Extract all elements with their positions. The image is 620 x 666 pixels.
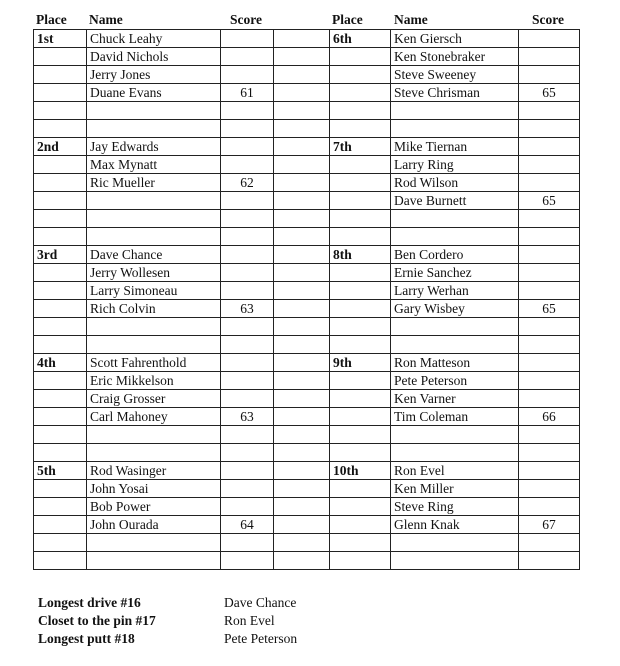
place-cell [330,480,391,498]
blank-cell [274,300,330,318]
blank-cell [274,552,330,570]
score-cell [519,534,580,552]
table-row [34,282,580,300]
place-cell [34,300,87,318]
table-row [34,444,580,462]
name-cell [391,444,519,462]
name-cell: Jerry Wollesen [87,264,221,282]
place-cell [34,372,87,390]
table-row [34,156,580,174]
name-cell [391,228,519,246]
name-cell [87,102,221,120]
blank-cell [274,336,330,354]
name-cell: Ric Mueller [87,174,221,192]
name-cell [391,336,519,354]
score-cell [519,282,580,300]
name-cell [391,210,519,228]
results-table [33,29,580,570]
score-cell [221,498,274,516]
place-cell [34,102,87,120]
blank-cell [274,84,330,102]
place-cell [34,408,87,426]
name-cell: Larry Simoneau [87,282,221,300]
score-cell [221,534,274,552]
blank-cell [274,462,330,480]
score-cell [519,462,580,480]
table-row [34,246,580,264]
score-cell [519,372,580,390]
table-row [34,462,580,480]
name-cell [391,426,519,444]
table-row [34,426,580,444]
name-cell: Jerry Jones [87,66,221,84]
name-cell: Steve Sweeney [391,66,519,84]
place-cell [34,318,87,336]
blank-cell [274,120,330,138]
name-cell: Mike Tiernan [391,138,519,156]
place-cell [330,120,391,138]
table-row [34,480,580,498]
score-cell [519,444,580,462]
blank-cell [274,498,330,516]
place-cell [330,66,391,84]
score-cell: 66 [519,408,580,426]
header-place-right: Place [332,12,363,27]
score-cell [519,66,580,84]
name-cell [391,534,519,552]
place-cell [34,282,87,300]
blank-cell [274,354,330,372]
score-cell: 65 [519,300,580,318]
place-cell [34,84,87,102]
name-cell [87,426,221,444]
score-cell: 61 [221,84,274,102]
place-cell [330,84,391,102]
place-cell [34,66,87,84]
name-cell [87,336,221,354]
place-cell [34,48,87,66]
score-cell [519,48,580,66]
place-cell [330,192,391,210]
award-winner: Dave Chance [224,595,297,610]
score-cell [221,192,274,210]
name-cell: Ernie Sanchez [391,264,519,282]
place-cell [34,192,87,210]
score-cell [519,336,580,354]
place-cell [330,372,391,390]
table-row [34,192,580,210]
award-row [38,612,297,630]
blank-cell [274,48,330,66]
place-cell [34,552,87,570]
score-cell [221,246,274,264]
place-cell [34,210,87,228]
name-cell: Rich Colvin [87,300,221,318]
blank-cell [274,102,330,120]
award-label: Longest putt #18 [38,631,135,646]
table-row [34,534,580,552]
blank-cell [274,138,330,156]
name-cell [391,318,519,336]
place-cell [330,516,391,534]
table-row [34,336,580,354]
table-row [34,210,580,228]
place-cell: 1st [34,30,87,48]
place-cell [34,264,87,282]
place-cell [330,156,391,174]
score-cell: 63 [221,408,274,426]
score-cell [519,30,580,48]
table-row [34,552,580,570]
place-cell: 5th [34,462,87,480]
name-cell [391,102,519,120]
score-cell [519,354,580,372]
score-cell: 64 [221,516,274,534]
blank-cell [274,426,330,444]
name-cell: Ken Giersch [391,30,519,48]
name-cell [87,192,221,210]
score-cell [221,264,274,282]
score-cell [519,480,580,498]
award-row [38,594,297,612]
place-cell: 3rd [34,246,87,264]
score-cell: 65 [519,192,580,210]
place-cell [34,228,87,246]
place-cell [34,516,87,534]
score-cell [519,246,580,264]
score-cell [519,156,580,174]
place-cell: 4th [34,354,87,372]
name-cell: Steve Chrisman [391,84,519,102]
table-row [34,48,580,66]
place-cell [330,102,391,120]
place-cell: 7th [330,138,391,156]
table-row [34,84,580,102]
header-score-left: Score [230,12,262,27]
blank-cell [274,390,330,408]
score-cell [221,462,274,480]
blank-cell [274,156,330,174]
table-row [34,498,580,516]
name-cell [87,318,221,336]
awards-section [38,594,297,648]
place-cell [34,426,87,444]
name-cell [87,552,221,570]
score-cell [221,552,274,570]
header-name-left: Name [89,12,123,27]
header-place-left: Place [36,12,67,27]
blank-cell [274,210,330,228]
blank-cell [274,192,330,210]
blank-cell [274,534,330,552]
name-cell: Duane Evans [87,84,221,102]
score-cell [519,138,580,156]
name-cell [87,534,221,552]
award-winner: Pete Peterson [224,631,298,646]
name-cell: Pete Peterson [391,372,519,390]
score-cell [519,264,580,282]
score-cell [519,390,580,408]
name-cell: Larry Werhan [391,282,519,300]
place-cell [330,534,391,552]
score-cell [221,228,274,246]
name-cell: Tim Coleman [391,408,519,426]
score-cell: 63 [221,300,274,318]
name-cell: Chuck Leahy [87,30,221,48]
score-cell [221,66,274,84]
place-cell [330,408,391,426]
place-cell [34,174,87,192]
table-row [34,372,580,390]
table-row [34,264,580,282]
name-cell: David Nichols [87,48,221,66]
name-cell: Craig Grosser [87,390,221,408]
score-cell [519,102,580,120]
score-cell [519,498,580,516]
table-row [34,138,580,156]
place-cell [330,300,391,318]
name-cell [391,552,519,570]
place-cell [34,498,87,516]
place-cell: 2nd [34,138,87,156]
place-cell: 6th [330,30,391,48]
score-cell [519,174,580,192]
award-row [38,630,297,648]
score-cell [519,228,580,246]
place-cell [34,156,87,174]
place-cell [330,390,391,408]
table-row [34,390,580,408]
place-cell [330,228,391,246]
place-cell [34,480,87,498]
name-cell: Max Mynatt [87,156,221,174]
award-winner: Ron Evel [224,613,275,628]
award-label: Closet to the pin #17 [38,613,156,628]
blank-cell [274,372,330,390]
place-cell [330,264,391,282]
place-cell [34,120,87,138]
name-cell: Scott Fahrenthold [87,354,221,372]
name-cell: Ben Cordero [391,246,519,264]
table-row [34,120,580,138]
blank-cell [274,480,330,498]
name-cell: Gary Wisbey [391,300,519,318]
name-cell: John Ourada [87,516,221,534]
score-cell [221,480,274,498]
place-cell [330,282,391,300]
name-cell: Dave Burnett [391,192,519,210]
award-label: Longest drive #16 [38,595,141,610]
place-cell [330,552,391,570]
place-cell [34,336,87,354]
place-cell [330,318,391,336]
table-row [34,300,580,318]
blank-cell [274,516,330,534]
place-cell [330,210,391,228]
name-cell: Ron Evel [391,462,519,480]
place-cell [34,444,87,462]
place-cell [330,426,391,444]
name-cell [87,120,221,138]
place-cell: 10th [330,462,391,480]
name-cell [87,210,221,228]
name-cell: Dave Chance [87,246,221,264]
blank-cell [274,66,330,84]
place-cell [330,444,391,462]
place-cell: 8th [330,246,391,264]
name-cell: Rod Wilson [391,174,519,192]
table-row [34,66,580,84]
table-row [34,408,580,426]
blank-cell [274,30,330,48]
score-cell [519,426,580,444]
score-cell: 62 [221,174,274,192]
table-row [34,516,580,534]
score-cell [221,120,274,138]
place-cell [330,174,391,192]
score-cell [221,372,274,390]
name-cell [87,228,221,246]
name-cell: Ron Matteson [391,354,519,372]
name-cell: Bob Power [87,498,221,516]
table-row [34,354,580,372]
blank-cell [274,282,330,300]
place-cell [330,336,391,354]
blank-cell [274,444,330,462]
score-cell [221,156,274,174]
table-row [34,102,580,120]
score-cell [221,138,274,156]
header-name-right: Name [394,12,428,27]
table-row [34,228,580,246]
blank-cell [274,246,330,264]
score-cell [221,30,274,48]
header-score-right: Score [532,12,564,27]
table-row [34,30,580,48]
name-cell: Steve Ring [391,498,519,516]
name-cell: Rod Wasinger [87,462,221,480]
name-cell: Ken Varner [391,390,519,408]
blank-cell [274,264,330,282]
place-cell [330,498,391,516]
name-cell: Eric Mikkelson [87,372,221,390]
name-cell: Jay Edwards [87,138,221,156]
name-cell: Ken Miller [391,480,519,498]
blank-cell [274,408,330,426]
score-cell: 67 [519,516,580,534]
place-cell [34,390,87,408]
name-cell: Ken Stonebraker [391,48,519,66]
blank-cell [274,228,330,246]
score-cell [221,390,274,408]
place-cell: 9th [330,354,391,372]
score-cell [221,282,274,300]
score-cell [221,318,274,336]
name-cell: Glenn Knak [391,516,519,534]
score-cell [221,336,274,354]
place-cell [330,48,391,66]
score-cell [519,318,580,336]
table-row [34,318,580,336]
score-cell [221,210,274,228]
score-cell [519,210,580,228]
table-row [34,174,580,192]
name-cell: John Yosai [87,480,221,498]
blank-cell [274,174,330,192]
place-cell [34,534,87,552]
score-cell [221,102,274,120]
score-cell [221,48,274,66]
name-cell: Larry Ring [391,156,519,174]
score-cell [221,426,274,444]
name-cell [87,444,221,462]
score-cell [221,444,274,462]
name-cell: Carl Mahoney [87,408,221,426]
score-cell: 65 [519,84,580,102]
blank-cell [274,318,330,336]
score-cell [519,120,580,138]
score-cell [519,552,580,570]
score-cell [221,354,274,372]
name-cell [391,120,519,138]
